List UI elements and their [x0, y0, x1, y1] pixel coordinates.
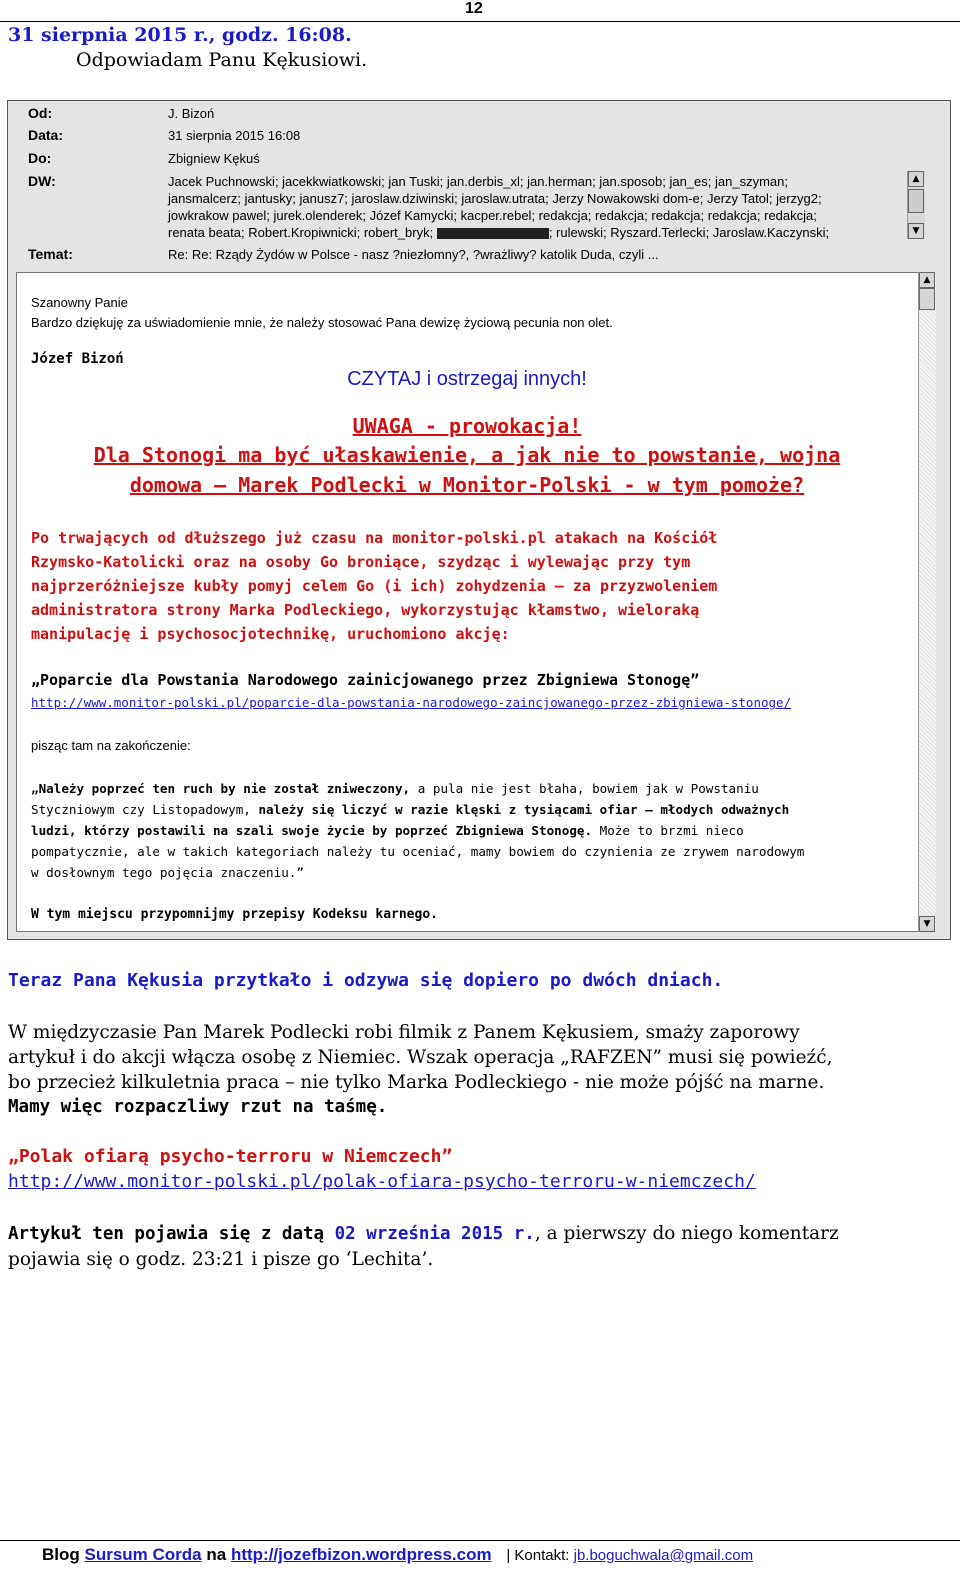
subject-label: Temat:: [28, 246, 73, 262]
text-line: W międzyczasie Pan Marek Podlecki robi filmik z Panem Kękusiem, smaży zaporowy: [8, 1022, 800, 1043]
blog-url-link[interactable]: http://jozefbizon.wordpress.com: [230, 1545, 492, 1564]
article-title: „Polak ofiarą psycho-terroru w Niemczech”: [8, 1146, 453, 1167]
scroll-thumb[interactable]: [919, 288, 935, 310]
footer: [0, 1545, 960, 1565]
to-label: Do:: [28, 150, 52, 166]
redaction-block: [437, 228, 549, 239]
signature: Józef Bizoń: [31, 351, 124, 367]
scroll-down-icon[interactable]: ▼: [908, 223, 924, 239]
scroll-up-icon[interactable]: ▲: [919, 272, 935, 288]
date-line: 31 sierpnia 2015 r., godz. 16:08.: [8, 24, 352, 46]
article-link[interactable]: http://www.monitor-polski.pl/polak-ofiara-psycho-terroru-w-niemczech/: [8, 1171, 756, 1192]
cc-line: jowkrakow pawel; jurek.olenderek; Józef Kamycki; kacper.rebel; redakcja; redakcja; redakcja; redakcja; redakcja;: [168, 208, 817, 223]
quote-block: [31, 778, 931, 883]
contact-label: | Kontakt:: [506, 1547, 574, 1564]
quote-line: ludzi, którzy postawili na szali swoje życie by poprzeć Zbigniewa Stonogę. Może to brzmi nieco: [31, 823, 744, 838]
quote-link[interactable]: http://www.monitor-polski.pl/poparcie-dla-powstania-narodowego-zaincjowanego-przez-zbigniewa-stonoge/: [31, 695, 792, 710]
quote-line: „Należy poprzeć ten ruch by nie został zniweczony, a pula nie jest błaha, bowiem jak w Powstaniu: [31, 781, 759, 796]
kodeks-line: W tym miejscu przypomnijmy przepisy Kodeksu karnego.: [31, 907, 438, 922]
teraz-line: Teraz Pana Kękusia przytkało i odzywa się dopiero po dwóch dniach.: [8, 970, 724, 991]
date-label: Data:: [28, 127, 64, 143]
from-label: Od:: [28, 105, 53, 121]
from-value: J. Bizoń: [168, 106, 215, 121]
footer-na: na: [201, 1545, 231, 1564]
cc-label: DW:: [28, 173, 56, 189]
red-line: administratora strony Marka Podleckiego, wykorzystując kłamstwo, wieloraką: [31, 601, 700, 619]
scroll-down-icon[interactable]: ▼: [919, 916, 935, 932]
to-value: Zbigniew Kękuś: [168, 151, 260, 166]
quote-line: pompatycznie, ale w takich kategoriach należy tu oceniać, mamy bowiem do czynienia ze zrywem narodowym: [31, 844, 805, 859]
quote-line: Styczniowym czy Listopadowym, należy się liczyć w razie klęski z tysiącami ofiar – młodych odważnych: [31, 802, 790, 817]
headline-line: Dla Stonogi ma być ułaskawienie, a jak nie to powstanie, wojna: [93, 443, 841, 467]
cc-line: renata beata; Robert.Kropiwnicki; robert_bryk; ; rulewski; Ryszard.Terlecki; Jaroslaw.Kaczynski;: [168, 225, 830, 240]
cc-line: jansmalcerz; jantusky; janusz7; jaroslaw.dziwinski; jaroslaw.utrata; Jerzy Nowakowski dom-e; Jerzy Tatol; jerzyg2;: [168, 191, 822, 206]
text-line: pojawia się o godz. 23:21 i pisze go ‘Lechita’.: [8, 1249, 434, 1270]
message-body: [16, 272, 936, 932]
scroll-thumb[interactable]: [908, 189, 924, 213]
red-line: manipulację i psychosocjotechnikę, uruchomiono akcję:: [31, 625, 510, 643]
footer-rule: [0, 1540, 960, 1541]
red-paragraph: [31, 526, 717, 646]
red-line: Po trwających od dłuższego już czasu na monitor-polski.pl atakach na Kościół: [31, 529, 718, 547]
footer-blog-label: Blog: [42, 1545, 85, 1564]
reply-line: Odpowiadam Panu Kękusiowi.: [76, 49, 368, 71]
czytaj-heading: CZYTAJ i ostrzegaj innych!: [347, 368, 587, 390]
cc-field[interactable]: [168, 173, 903, 241]
scroll-up-icon[interactable]: ▲: [908, 171, 924, 187]
thanks-line: Bardzo dziękuję za uświadomienie mnie, że należy stosować Pana dewizę życiową pecunia non olet.: [31, 315, 613, 330]
header-rule: [0, 21, 960, 22]
body-scrollbar[interactable]: [918, 272, 936, 932]
red-line: najprzeróżniejsze kubły pomyj celem Go (i ich) zohydzenia – za przyzwoleniem: [31, 577, 718, 595]
subject-value: Re: Re: Rządy Żydów w Polsce - nasz ?niezłomny?, ?wrażliwy? katolik Duda, czyli ...: [168, 247, 659, 262]
headline-line: domowa – Marek Podlecki w Monitor-Polski - w tym pomoże?: [129, 473, 805, 497]
contact-email-link[interactable]: jb.boguchwala@gmail.com: [573, 1547, 754, 1564]
uwaga-heading: UWAGA - prowokacja!: [352, 414, 582, 438]
blog-name-link[interactable]: Sursum Corda: [84, 1545, 202, 1564]
text-line: Mamy więc rozpaczliwy rzut na taśmę.: [8, 1097, 388, 1117]
quote-line: w dosłownym tego pojęcia znaczeniu.”: [31, 865, 304, 880]
writing-line: pisząc tam na zakończenie:: [31, 738, 191, 753]
email-window: [7, 100, 951, 940]
red-line: Rzymsko-Katolicki oraz na osoby Go broniące, szydząc i wylewając przy tym: [31, 553, 691, 571]
quote-title: „Poparcie dla Powstania Narodowego zainicjowanego przez Zbigniewa Stonogę”: [31, 671, 700, 689]
cc-scrollbar[interactable]: [907, 171, 925, 239]
page-number: 12: [465, 0, 483, 17]
date-value: 31 sierpnia 2015 16:08: [168, 128, 301, 143]
text-line: Artykuł ten pojawia się z datą 02 września 2015 r., a pierwszy do niego komentarz: [8, 1223, 839, 1244]
cc-line: Jacek Puchnowski; jacekkwiatkowski; jan Tuski; jan.derbis_xl; jan.herman; jan.sposob; jan_es; jan_szyman;: [168, 174, 788, 189]
greeting: Szanowny Panie: [31, 295, 128, 310]
paragraph-1: [8, 1020, 953, 1120]
text-line: bo przecież kilkuletnia praca – nie tylko Marka Podleckiego - nie może pójść na marne.: [8, 1072, 825, 1093]
text-line: artykuł i do akcji włącza osobę z Niemiec. Wszak operacja „RAFZEN” musi się powieźć,: [8, 1047, 833, 1068]
paragraph-2: [8, 1221, 953, 1272]
